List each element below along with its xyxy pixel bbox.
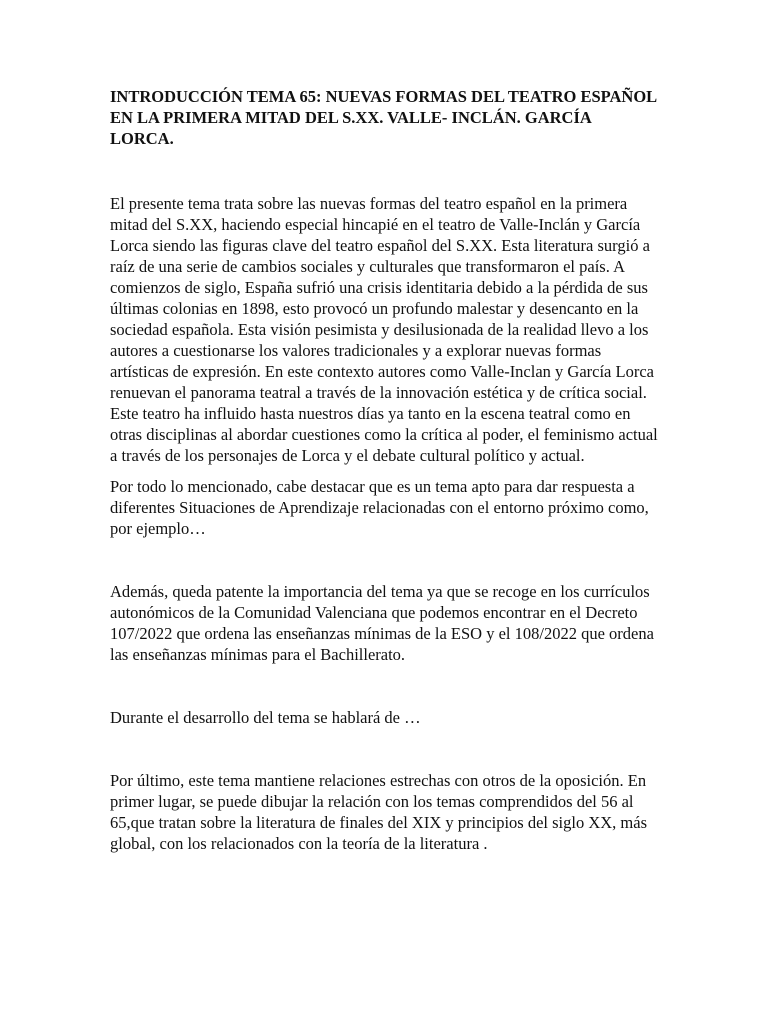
paragraph-curriculum: Además, queda patente la importancia del tema ya que se recoge en los currículos autonómicos de la Comunidad Valenciana que podemos encontrar en el Decreto 107/2022 que ordena las enseñanzas mínimas de la ESO y el 108/2022 que ordena las enseñanzas mínimas para el Bachillerato. (110, 582, 654, 664)
document-page (110, 86, 658, 854)
paragraph-relations: Por último, este tema mantiene relaciones estrechas con otros de la oposición. En primer lugar, se puede dibujar la relación con los temas comprendidos del 56 al 65,que tratan sobre la literatura de finales del XIX y principios del siglo XX, más global, con los relacionados con la teoría de la literatura . (110, 771, 648, 853)
document-title: INTRODUCCIÓN TEMA 65: NUEVAS FORMAS DEL TEATRO ESPAÑOL EN LA PRIMERA MITAD DEL S.XX. VALLE- INCLÁN. GARCÍA LORCA. (110, 87, 657, 148)
paragraph-intro: El presente tema trata sobre las nuevas formas del teatro español en la primera mitad del S.XX, haciendo especial hincapié en el teatro de Valle-Inclán y García Lorca siendo las figuras clave del teatro español del S.XX. Esta literatura surgió a raíz de una serie de cambios sociales y culturales que transformaron el país. A comienzos de siglo, España sufrió una crisis identitaria debido a la pérdida de sus últimas colonias en 1898, esto provocó un profundo malestar y desencanto en la sociedad española. Esta visión pesimista y desilusionada de la realidad llevo a los autores a cuestionarse los valores tradicionales y a explorar nuevas formas artísticas de expresión. En este contexto autores como Valle-Inclan y García Lorca renuevan el panorama teatral a través de la innovación estética y de crítica social. Este teatro ha influido hasta nuestros días ya tanto en la escena teatral como en otras disciplinas al abordar cuestiones como la crítica al poder, el feminismo actual a través de los personajes de Lorca y el debate cultural político y actual. (110, 194, 658, 465)
paragraph-learning-situations: Por todo lo mencionado, cabe destacar que es un tema apto para dar respuesta a diferentes Situaciones de Aprendizaje relacionadas con el entorno próximo como, por ejemplo… (110, 477, 649, 538)
paragraph-development: Durante el desarrollo del tema se hablará de … (110, 708, 421, 727)
